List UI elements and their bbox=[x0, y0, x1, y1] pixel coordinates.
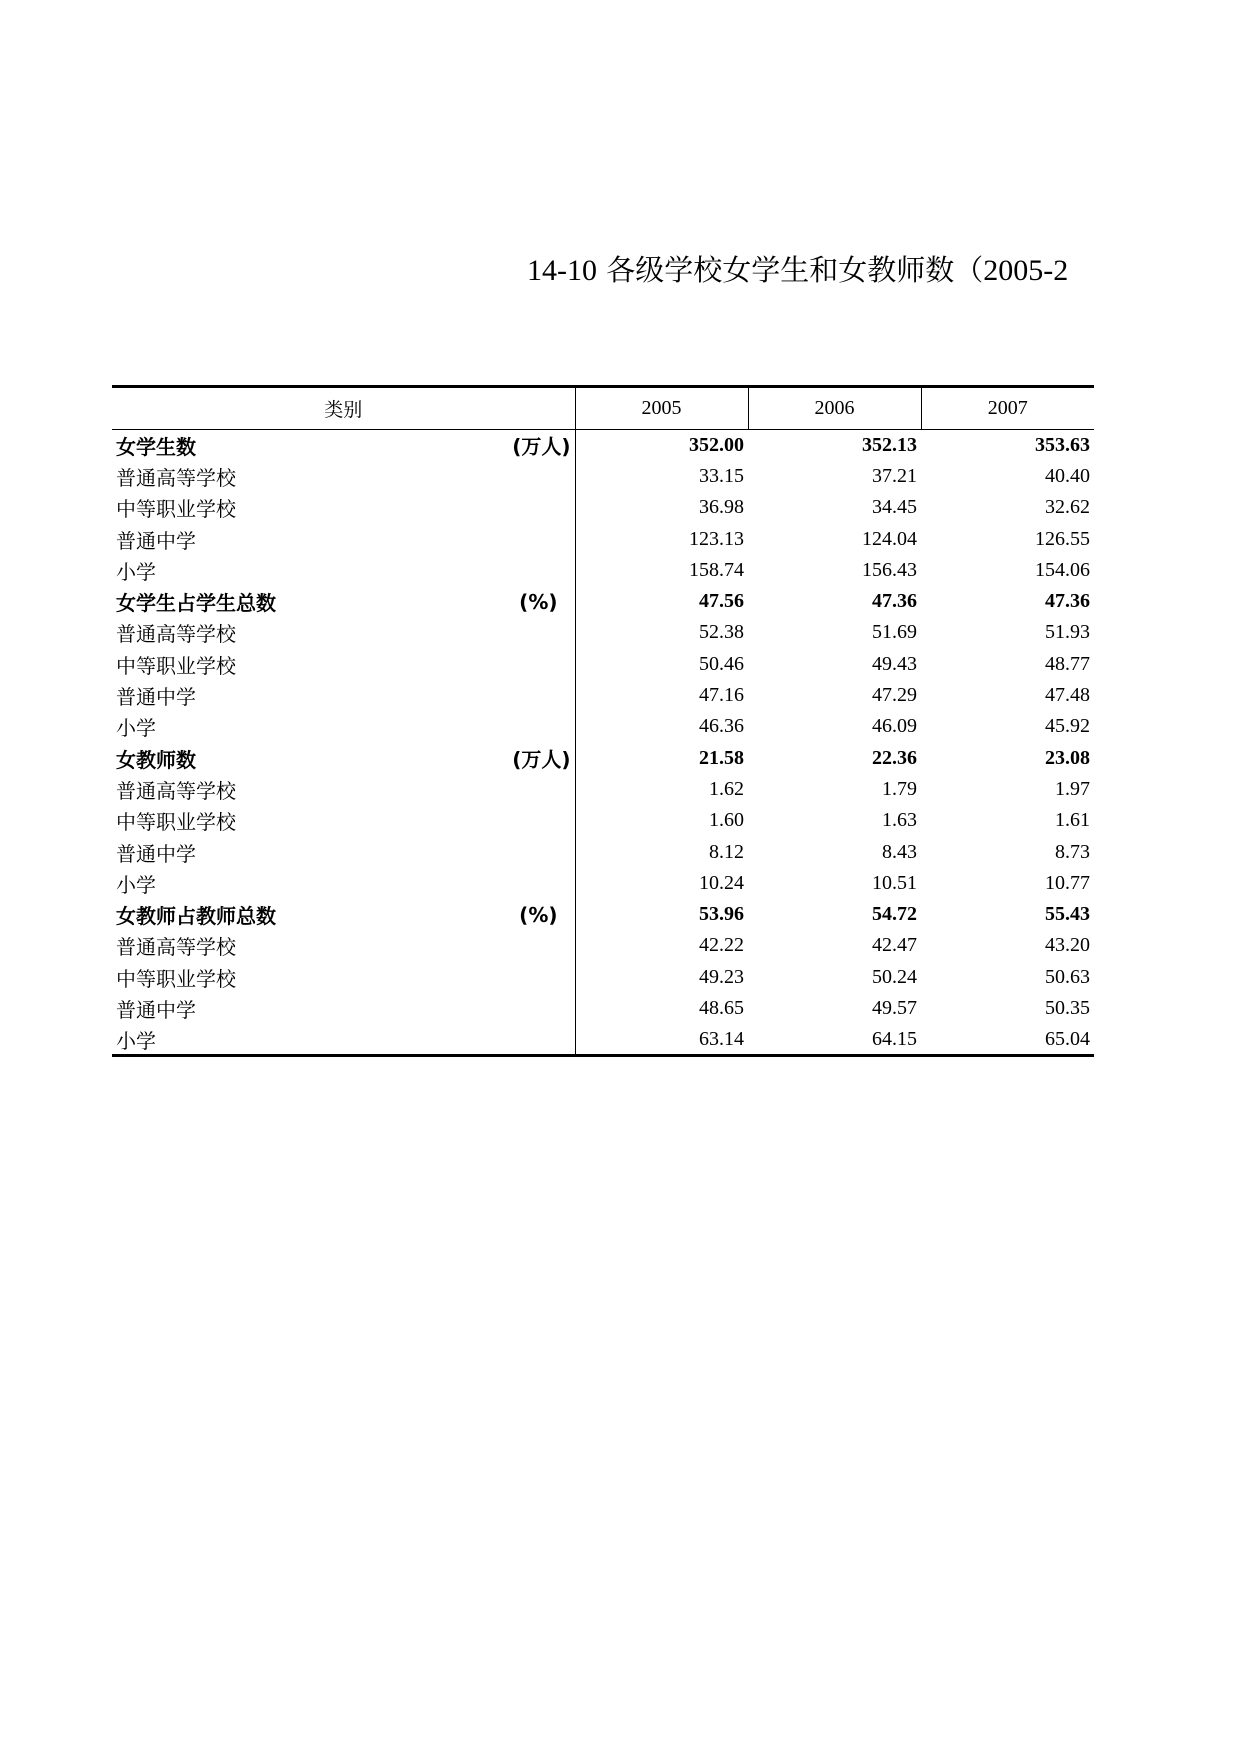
table-row bbox=[112, 555, 1094, 586]
cell-value-2005: 1.60 bbox=[709, 809, 744, 832]
row-label: 普通中学 bbox=[116, 685, 196, 710]
cell-value-2006: 156.43 bbox=[862, 558, 917, 581]
row-label: 普通高等学校 bbox=[116, 465, 236, 490]
cell-value-2005: 158.74 bbox=[689, 558, 744, 581]
cell-value-2007: 51.93 bbox=[1045, 621, 1090, 644]
row-category-cell bbox=[112, 742, 575, 773]
row-unit: (%) bbox=[519, 902, 558, 927]
table-row bbox=[112, 680, 1094, 711]
row-label: 中等职业学校 bbox=[116, 653, 236, 678]
cell-value-2006: 50.24 bbox=[872, 965, 917, 988]
table-row bbox=[112, 836, 1094, 867]
table-number: 14-10 bbox=[527, 254, 597, 287]
cell-value-2006: 54.72 bbox=[872, 903, 917, 926]
cell-value-2007: 1.61 bbox=[1055, 809, 1090, 832]
cell-value-2007: 65.04 bbox=[921, 1024, 1094, 1055]
row-label: 小学 bbox=[116, 716, 156, 741]
cell-value-2006: 42.47 bbox=[872, 934, 917, 957]
cell-value-2006: 51.69 bbox=[872, 621, 917, 644]
row-label: 小学 bbox=[116, 872, 156, 897]
cell-value-2007: 50.35 bbox=[1045, 996, 1090, 1019]
cell-value-2007: 50.63 bbox=[1045, 965, 1090, 988]
row-category-cell bbox=[112, 993, 575, 1024]
cell-value-2007: 8.73 bbox=[1055, 840, 1090, 863]
row-category-cell bbox=[112, 930, 575, 961]
table-row bbox=[112, 617, 1094, 648]
row-category-cell bbox=[112, 836, 575, 867]
row-label: 女学生占学生总数 bbox=[116, 591, 276, 616]
cell-value-2007: 23.08 bbox=[1045, 746, 1090, 769]
row-category-cell bbox=[112, 868, 575, 899]
cell-value-2005: 46.36 bbox=[699, 715, 744, 738]
row-category-cell bbox=[112, 899, 575, 930]
cell-value-2006: 22.36 bbox=[872, 746, 917, 769]
row-unit: (万人) bbox=[512, 747, 571, 772]
cell-value-2005: 48.65 bbox=[699, 996, 744, 1019]
cell-value-2005: 47.16 bbox=[699, 684, 744, 707]
table-row bbox=[112, 523, 1094, 554]
row-label: 普通高等学校 bbox=[116, 622, 236, 647]
table-row bbox=[112, 962, 1094, 993]
row-category-cell bbox=[112, 680, 575, 711]
cell-value-2007: 40.40 bbox=[1045, 464, 1090, 487]
cell-value-2007: 126.55 bbox=[1035, 527, 1090, 550]
table-row bbox=[112, 461, 1094, 492]
cell-value-2005: 47.56 bbox=[699, 590, 744, 613]
cell-value-2007: 43.20 bbox=[1045, 934, 1090, 957]
cell-value-2006: 49.57 bbox=[872, 996, 917, 1019]
cell-value-2005: 1.62 bbox=[709, 777, 744, 800]
table-row bbox=[112, 930, 1094, 961]
cell-value-2006: 1.79 bbox=[882, 777, 917, 800]
row-unit: (%) bbox=[519, 589, 558, 614]
cell-value-2007: 1.97 bbox=[1055, 777, 1090, 800]
cell-value-2007: 47.48 bbox=[1045, 684, 1090, 707]
cell-value-2005: 36.98 bbox=[699, 496, 744, 519]
header-row bbox=[112, 387, 1094, 430]
cell-value-2007: 32.62 bbox=[1045, 496, 1090, 519]
cell-value-2005: 8.12 bbox=[709, 840, 744, 863]
row-category-cell bbox=[112, 430, 575, 461]
cell-value-2007: 154.06 bbox=[1035, 558, 1090, 581]
cell-value-2006: 47.36 bbox=[872, 590, 917, 613]
cell-value-2006: 34.45 bbox=[872, 496, 917, 519]
cell-value-2006: 37.21 bbox=[872, 464, 917, 487]
table-row bbox=[112, 899, 1094, 930]
table-body bbox=[112, 430, 1094, 1056]
page-title bbox=[527, 245, 1068, 295]
cell-value-2005: 49.23 bbox=[699, 965, 744, 988]
row-label: 中等职业学校 bbox=[116, 497, 236, 522]
title-container bbox=[112, 245, 1094, 295]
row-category-cell bbox=[112, 586, 575, 617]
row-category-cell bbox=[112, 617, 575, 648]
cell-value-2006: 352.13 bbox=[862, 433, 917, 456]
cell-value-2006: 1.63 bbox=[882, 809, 917, 832]
table-row bbox=[112, 711, 1094, 742]
row-label: 中等职业学校 bbox=[116, 810, 236, 835]
table-row bbox=[112, 492, 1094, 523]
row-unit: (万人) bbox=[512, 434, 571, 459]
row-label: 女教师占教师总数 bbox=[116, 904, 276, 929]
cell-value-2005: 52.38 bbox=[699, 621, 744, 644]
table-row bbox=[112, 868, 1094, 899]
header-year-2007: 2007 bbox=[921, 387, 1094, 430]
header-year-2005: 2005 bbox=[575, 387, 748, 430]
table-row bbox=[112, 774, 1094, 805]
cell-value-2006: 47.29 bbox=[872, 684, 917, 707]
table-row bbox=[112, 993, 1094, 1024]
row-category-cell bbox=[112, 1024, 575, 1055]
cell-value-2007: 48.77 bbox=[1045, 652, 1090, 675]
cell-value-2005: 352.00 bbox=[689, 433, 744, 456]
row-label: 普通中学 bbox=[116, 997, 196, 1022]
row-category-cell bbox=[112, 523, 575, 554]
row-label: 普通中学 bbox=[116, 841, 196, 866]
cell-value-2007: 10.77 bbox=[1045, 871, 1090, 894]
cell-value-2005: 50.46 bbox=[699, 652, 744, 675]
cell-value-2006: 124.04 bbox=[862, 527, 917, 550]
data-table-container bbox=[112, 385, 1094, 1057]
row-label: 小学 bbox=[116, 1028, 156, 1053]
table-row bbox=[112, 430, 1094, 461]
row-label: 普通高等学校 bbox=[116, 778, 236, 803]
cell-value-2005: 33.15 bbox=[699, 464, 744, 487]
cell-value-2005: 123.13 bbox=[689, 527, 744, 550]
cell-value-2007: 55.43 bbox=[1045, 903, 1090, 926]
header-year-2006: 2006 bbox=[748, 387, 921, 430]
row-category-cell bbox=[112, 461, 575, 492]
row-label: 女教师数 bbox=[116, 747, 196, 772]
row-category-cell bbox=[112, 774, 575, 805]
table-row bbox=[112, 649, 1094, 680]
row-label: 女学生数 bbox=[116, 434, 196, 459]
row-category-cell bbox=[112, 805, 575, 836]
data-table bbox=[112, 385, 1094, 1057]
cell-value-2006: 10.51 bbox=[872, 871, 917, 894]
row-label: 中等职业学校 bbox=[116, 966, 236, 991]
row-category-cell bbox=[112, 711, 575, 742]
row-category-cell bbox=[112, 962, 575, 993]
row-category-cell bbox=[112, 555, 575, 586]
cell-value-2006: 8.43 bbox=[882, 840, 917, 863]
cell-value-2005: 10.24 bbox=[699, 871, 744, 894]
cell-value-2006: 64.15 bbox=[748, 1024, 921, 1055]
cell-value-2005: 21.58 bbox=[699, 746, 744, 769]
cell-value-2006: 49.43 bbox=[872, 652, 917, 675]
row-category-cell bbox=[112, 649, 575, 680]
table-row bbox=[112, 1024, 1094, 1055]
table-row bbox=[112, 586, 1094, 617]
cell-value-2006: 46.09 bbox=[872, 715, 917, 738]
cell-value-2005: 63.14 bbox=[575, 1024, 748, 1055]
cell-value-2005: 53.96 bbox=[699, 903, 744, 926]
cell-value-2005: 42.22 bbox=[699, 934, 744, 957]
table-row bbox=[112, 742, 1094, 773]
row-label: 普通高等学校 bbox=[116, 935, 236, 960]
cell-value-2007: 47.36 bbox=[1045, 590, 1090, 613]
cell-value-2007: 45.92 bbox=[1045, 715, 1090, 738]
table-row bbox=[112, 805, 1094, 836]
header-category: 类别 bbox=[112, 387, 575, 430]
title-text: 各级学校女学生和女教师数（ bbox=[606, 253, 984, 287]
cell-value-2007: 353.63 bbox=[1035, 433, 1090, 456]
row-label: 普通中学 bbox=[116, 528, 196, 553]
title-years: 2005-2 bbox=[983, 254, 1069, 287]
row-label: 小学 bbox=[116, 559, 156, 584]
row-category-cell bbox=[112, 492, 575, 523]
